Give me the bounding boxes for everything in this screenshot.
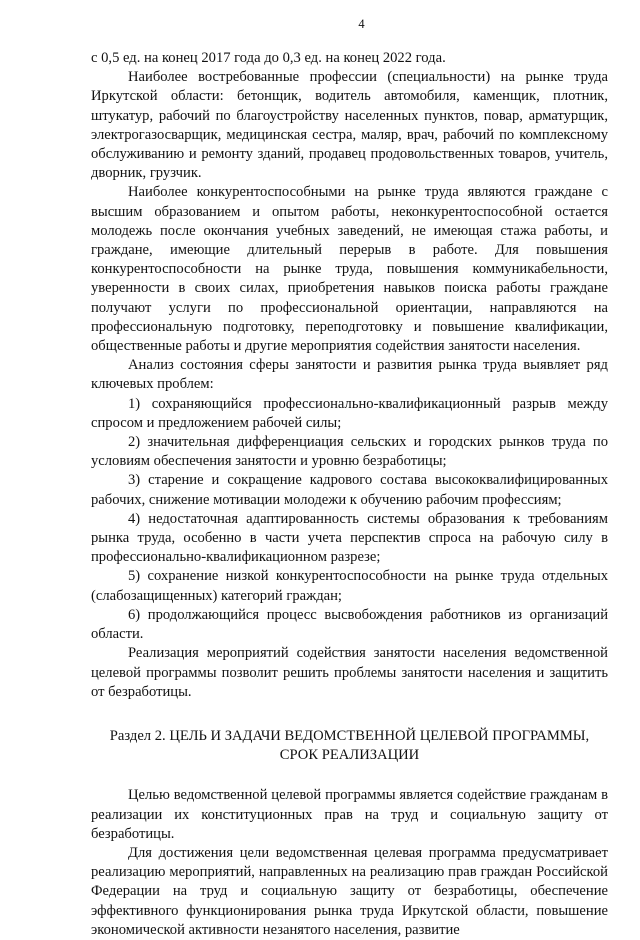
page-number: 4 [358,17,365,31]
section-heading-line-2: СРОК РЕАЛИЗАЦИИ [279,747,420,764]
paragraph-program-outcome: Реализация мероприятий содействия занятости населения ведомственной целевой программы позволит решить проблемы занятости населения и защитить от безработицы. [91,645,608,700]
paragraph-program-measures: Для достижения цели ведомственная целевая программа предусматривает реализацию мероприятий, направленных на реализацию прав граждан Российской Федерации на труд и социальную защиту от безработицы, обеспечение эффективного функционирования рынка труда Иркутской области, повышение экономической активности незанятого населения, развитие [91,844,608,938]
list-item-problem-5: 5) сохранение низкой конкурентоспособности на рынке труда отдельных (слабозащищенных) категорий граждан; [91,568,608,604]
section-heading [91,727,608,765]
paragraph-competitiveness: Наиболее конкурентоспособными на рынке труда являются граждане с высшим образованием и опытом работы, неконкурентоспособной остается молодежь после окончания учебных заведений, не имеющая стажа работы, и граждане, имеющие длительный перерыв в работе. Для повышения конкурентоспособности на рынке труда, повышения коммуникабельности, уверенности в своих силах, приобретения навыков поиска работы граждане получают услуги по профессиональной ориентации, направляются на профессиональную подготовку, переподготовку и повышение квалификации, общественные работы и другие мероприятия содействия занятости населения. [91,184,608,355]
paragraph-continuation: с 0,5 ед. на конец 2017 года до 0,3 ед. на конец 2022 года. [91,50,446,66]
paragraph-problems-intro: Анализ состояния сферы занятости и развития рынка труда выявляет ряд ключевых проблем: [91,357,608,393]
list-item-problem-4: 4) недостаточная адаптированность системы образования к требованиям рынка труда, особенно в части учета перспектив спроса на рабочую силу в профессионально-квалификационном разрезе; [91,510,608,566]
list-item-problem-3: 3) старение и сокращение кадрового состава высококвалифицированных рабочих, снижение мотивации молодежи к обучению рабочим профессиям; [91,472,608,508]
section-heading-line-1: Раздел 2. ЦЕЛЬ И ЗАДАЧИ ВЕДОМСТВЕННОЙ ЦЕЛЕВОЙ ПРОГРАММЫ, [109,727,590,744]
list-item-problem-2: 2) значительная дифференциация сельских и городских рынков труда по условиям обеспечения занятости и уровню безработицы; [91,434,608,470]
list-item-problem-1: 1) сохраняющийся профессионально-квалификационный разрыв между спросом и предложением рабочей силы; [91,395,608,431]
list-item-problem-6: 6) продолжающийся процесс высвобождения работников из организаций области. [91,606,608,643]
paragraph-in-demand-professions: Наиболее востребованные профессии (специальности) на рынке труда Иркутской области: бетонщик, водитель автомобиля, каменщик, плотник, штукатур, рабочий по благоустройству населенных пунктов, повар, арматурщик, электрогазосварщик, медицинская сестра, маляр, врач, рабочий по комплексному обслуживанию и ремонту зданий, продавец продовольственных товаров, учитель, дворник, грузчик. [91,69,608,182]
paragraph-program-goal: Целью ведомственной целевой программы является содействие гражданам в реализации их конституционных прав на труд и социальную защиту от безработицы. [91,787,608,842]
